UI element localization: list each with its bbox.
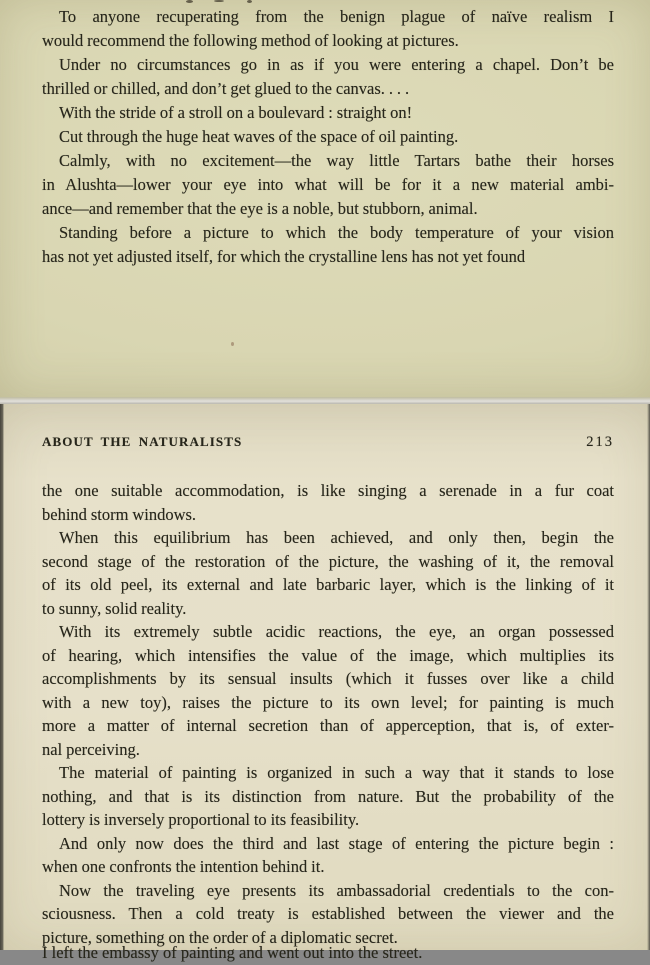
text-line: Calmly, with no excitement—the way little Tartars bathe their horses bbox=[59, 151, 614, 170]
text-line: Cut through the huge heat waves of the space of oil painting. bbox=[59, 127, 459, 146]
text-line: lottery is inversely proportional to its feasibility. bbox=[42, 810, 360, 829]
text-line: nothing, and that is its distinction from nature. But the probability of the bbox=[42, 786, 614, 806]
text-line: To anyone recuperating from the benign plague of naïve realism I bbox=[59, 7, 614, 26]
paragraph bbox=[42, 53, 614, 101]
running-header-title: ABOUT THE NATURALISTS bbox=[42, 434, 243, 449]
text-line: more a matter of internal secretion than of apperception, that is, of exter- bbox=[42, 716, 614, 735]
paragraph bbox=[42, 526, 614, 620]
page-number: 213 bbox=[586, 434, 614, 450]
page-bottom-text bbox=[42, 479, 614, 949]
ink-speck bbox=[231, 342, 234, 346]
text-line: of hearing, which intensifies the value of the image, which multiplies its bbox=[42, 645, 614, 665]
text-line: the one suitable accommodation, is like singing a serenade in a fur coat bbox=[42, 481, 614, 500]
text-line: Standing before a picture to which the body temperature of your vision bbox=[59, 223, 614, 242]
text-line: Under no circumstances go in as if you were entering a chapel. Don’t be bbox=[59, 55, 614, 74]
scan-artifact-speck bbox=[214, 0, 224, 2]
text-line: With its extremely subtle acidic reactions, the eye, an organ possessed bbox=[59, 622, 614, 641]
text-line: when one confronts the intention behind it. bbox=[42, 857, 325, 876]
paragraph bbox=[42, 620, 614, 761]
text-line: has not yet adjusted itself, for which the crystalline lens has not yet found bbox=[42, 247, 526, 266]
scan-artifact-speck bbox=[247, 0, 252, 3]
text-line: picture, something on the order of a diplomatic secret. bbox=[42, 927, 398, 947]
paragraph bbox=[42, 5, 614, 53]
text-line: of its old peel, its external and late barbaric layer, which is the linking of it bbox=[42, 575, 614, 594]
running-header bbox=[42, 434, 614, 451]
paragraph bbox=[42, 832, 614, 879]
text-line: sciousness. Then a cold treaty is established between the viewer and the bbox=[42, 904, 614, 923]
text-line: with a new toy), raises the picture to its own level; for painting is much bbox=[42, 692, 614, 712]
page-left-dark-edge bbox=[0, 404, 4, 950]
page-top bbox=[0, 0, 650, 397]
text-line: ance—and remember that the eye is a noble, but stubborn, animal. bbox=[42, 199, 478, 218]
text-line: behind storm windows. bbox=[42, 504, 197, 524]
text-line: And only now does the third and last stage of entering the picture begin : bbox=[59, 833, 614, 853]
text-line: in Alushta—lower your eye into what will be for it a new material ambi- bbox=[42, 175, 614, 194]
text-line: When this equilibrium has been achieved, and only then, begin the bbox=[59, 528, 614, 547]
page-bottom bbox=[0, 404, 650, 962]
paragraph bbox=[42, 221, 614, 269]
text-line: thrilled or chilled, and don’t get glued to the canvas. . . . bbox=[42, 79, 410, 98]
page-top-text bbox=[42, 5, 614, 269]
text-line: nal perceiving. bbox=[42, 739, 140, 759]
paragraph bbox=[42, 761, 614, 832]
text-line: would recommend the following method of looking at pictures. bbox=[42, 31, 459, 50]
text-line: accomplishments by its sensual insults (which it fusses over like a child bbox=[42, 669, 614, 688]
paragraph bbox=[42, 149, 614, 221]
text-line: The material of painting is organized in such a way that it stands to lose bbox=[59, 763, 614, 782]
text-line: Now the traveling eye presents its ambassadorial credentials to the con- bbox=[59, 880, 614, 900]
scan-artifact-speck bbox=[186, 0, 193, 3]
page-seam bbox=[0, 397, 650, 404]
text-line: With the stride of a stroll on a boulevard : straight on! bbox=[59, 103, 413, 122]
text-line: to sunny, solid reality. bbox=[42, 598, 187, 618]
paragraph bbox=[42, 879, 614, 950]
paragraph bbox=[42, 101, 614, 125]
text-line: second stage of the restoration of the picture, the washing of it, the removal bbox=[42, 551, 614, 571]
paragraph bbox=[42, 125, 614, 149]
partial-cut-line: I left the embassy of painting and went out into the street. bbox=[42, 943, 423, 962]
paragraph bbox=[42, 479, 614, 526]
